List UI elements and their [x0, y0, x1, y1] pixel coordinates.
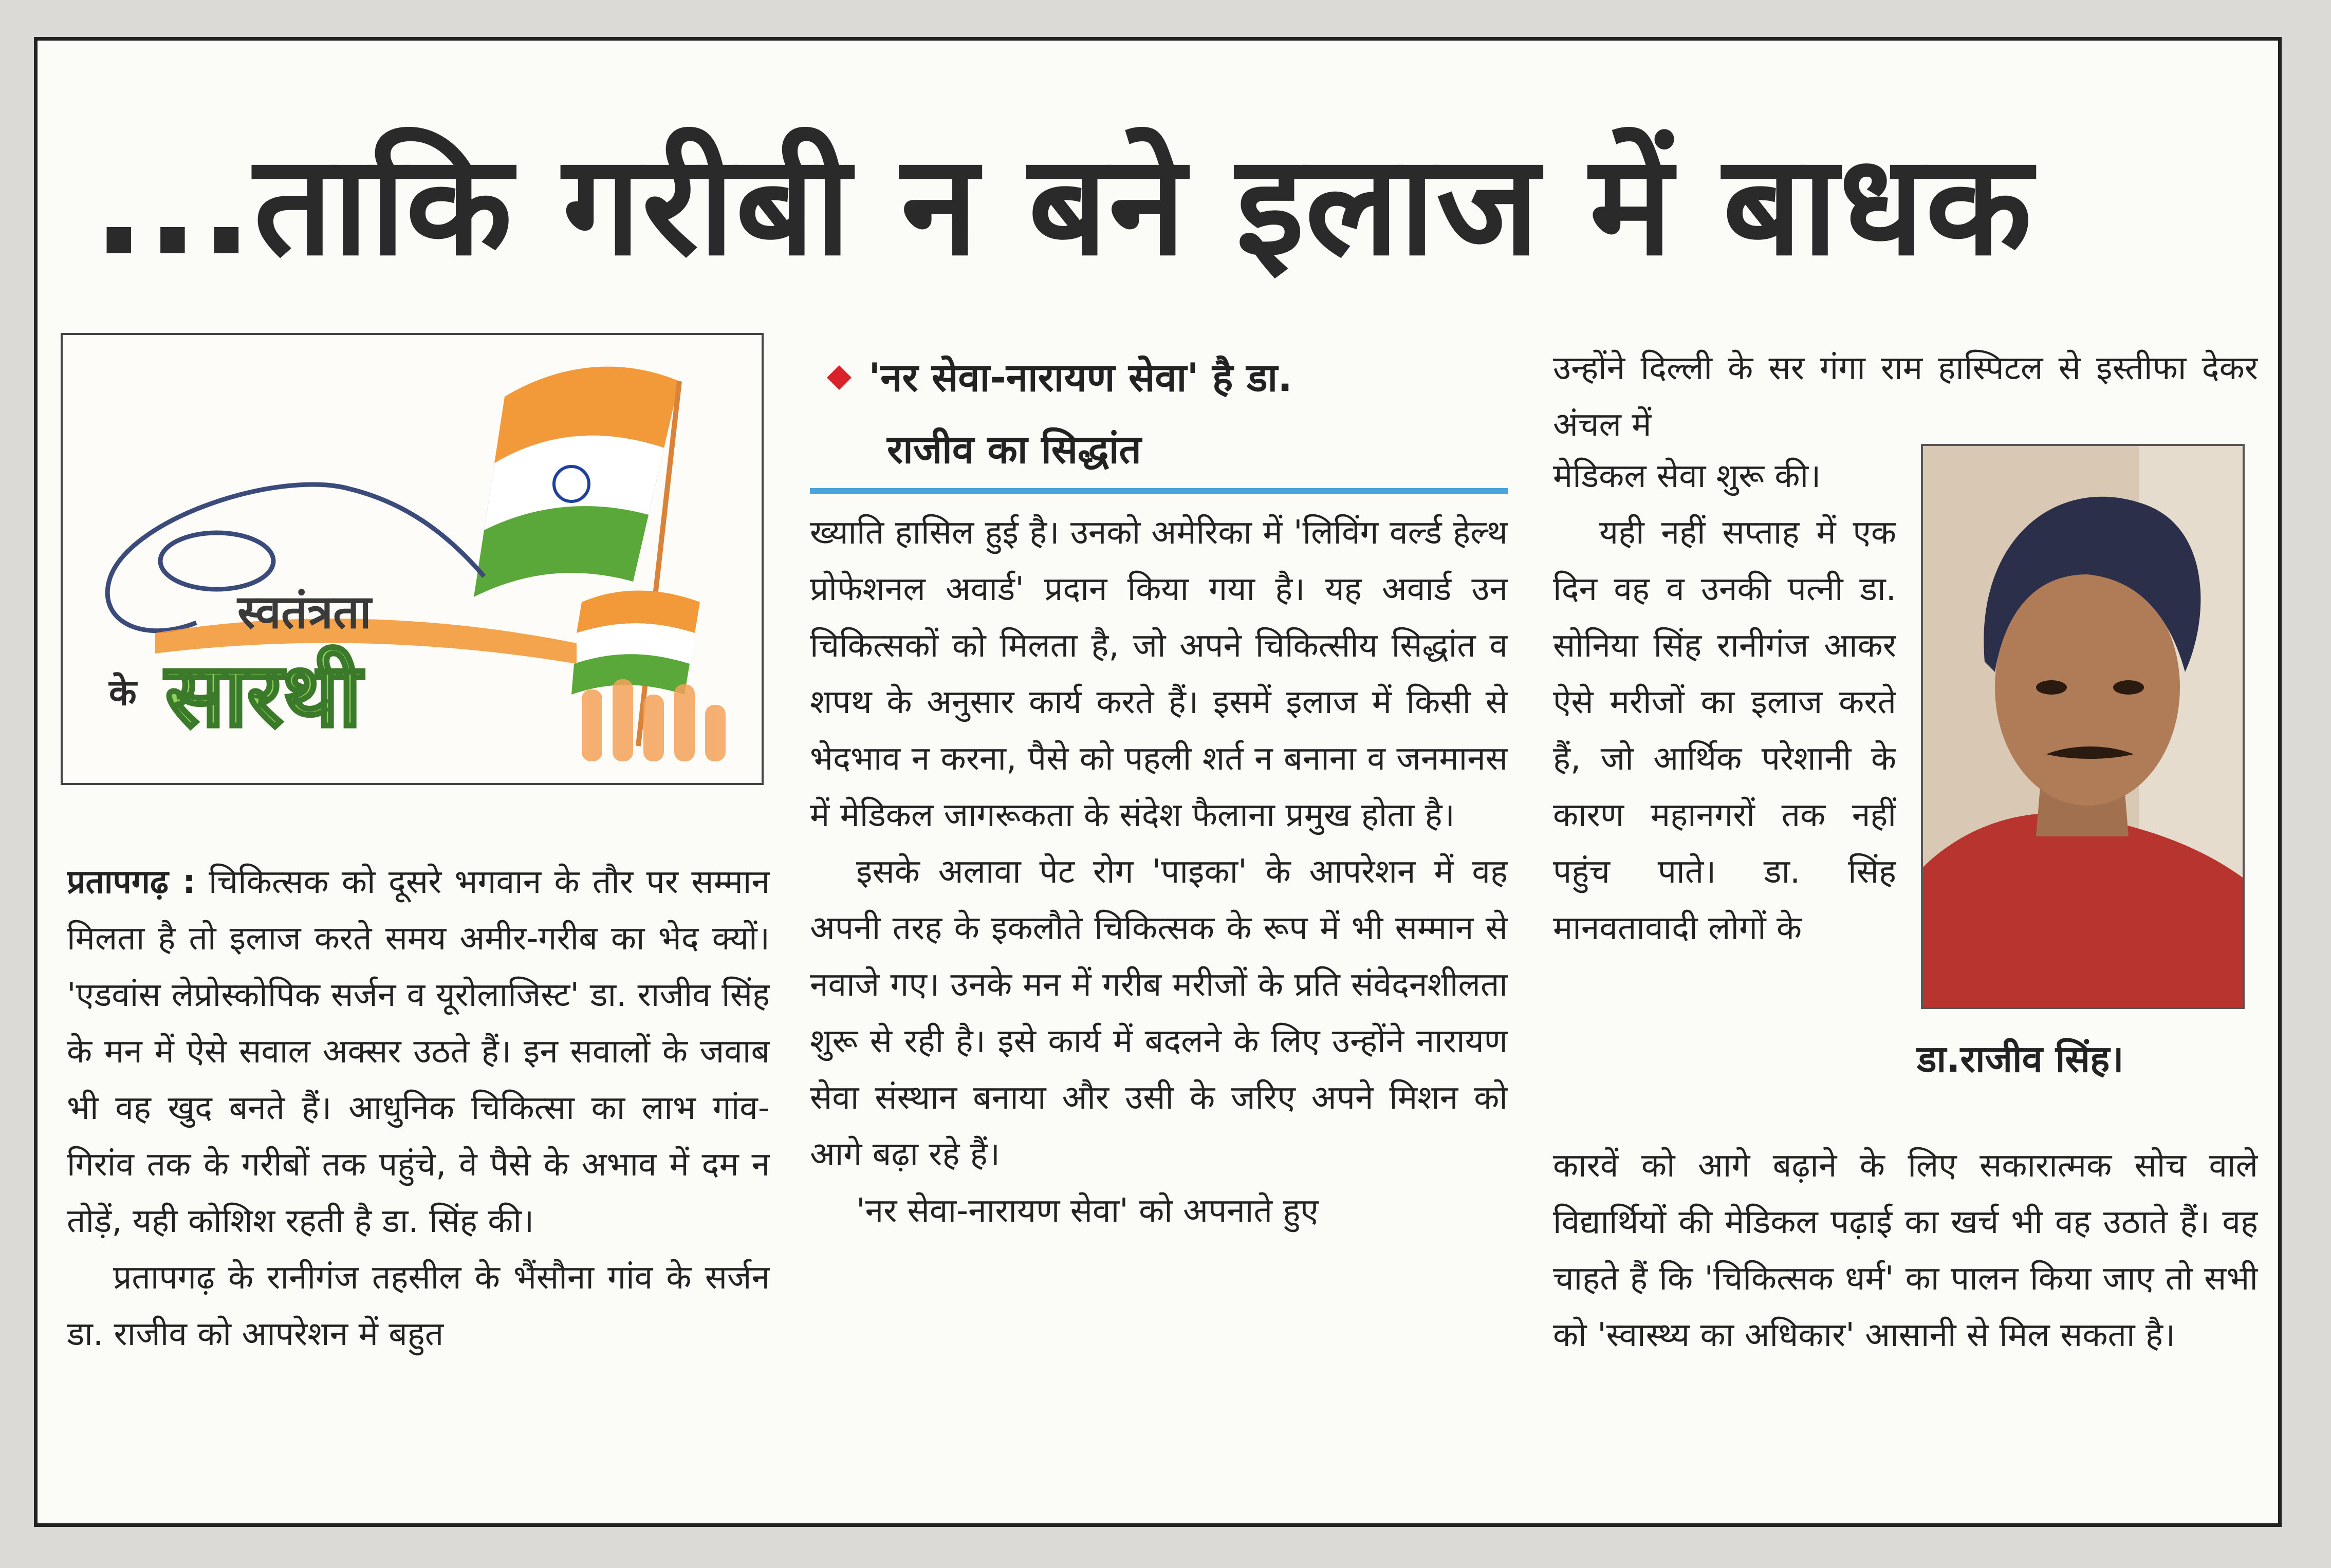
paragraph: यही नहीं सप्ताह में एक दिन वह व उनकी पत्नी डा. सोनिया सिंह रानीगंज आकर ऐसे मरीजों का इलाज करते हैं, जो आर्थिक परेशानी के कारण महानगरों तक नहीं पहुंच पाते। डा. सिंह मानवतावादी लोगों के	[1553, 514, 1896, 947]
portrait-photo	[1921, 444, 2245, 1009]
paragraph: प्रतापगढ़ के रानीगंज तहसील के भैंसौना गांव के सर्जन डा. राजीव को आपरेशन में बहुत	[67, 1259, 770, 1353]
subheadline-line2: राजीव का सिद्धांत	[887, 426, 1141, 472]
column-1	[67, 854, 770, 1470]
paragraph: चिकित्सक को दूसरे भगवान के तौर पर सम्मान मिलता है तो इलाज करते समय अमीर-गरीब का भेद क्यों। 'एडवांस लेप्रोस्कोपिक सर्जन व यूरोलाजिस्ट' डा. राजीव सिंह के मन में ऐसे सवाल अक्सर उठते हैं। इन सवालों के जवाब भी वह खुद बनते हैं। आधुनिक चिकित्सा का लाभ गांव-गिरांव तक के गरीबों तक पहुंचे, वे पैसे के अभाव में दम न तोड़ें, यही कोशिश रहती है डा. सिंह की।	[67, 863, 770, 1240]
logo-line2: सारथी	[165, 645, 362, 746]
column-3-bottom	[1553, 1137, 2258, 1477]
paragraph: ख्याति हासिल हुई है। उनको अमेरिका में 'लिविंग वर्ल्ड हेल्थ प्रोफेशनल अवार्ड' प्रदान किया गया है। यह अवार्ड उन चिकित्सकों को मिलता है, जो अपने चिकित्सीय सिद्धांत व शपथ के अनुसार कार्य करते हैं। इसमें इलाज में किसी से भेदभाव न करना, पैसे को पहली शर्त न बनाना व जनमानस में मेडिकल जागरूकता के संदेश फैलाना प्रमुख होता है।	[810, 514, 1508, 834]
column-3-narrow	[1553, 448, 1896, 1131]
person-portrait-icon	[1923, 446, 2243, 1007]
flag-stethoscope-graphic	[63, 335, 762, 783]
subheadline-line1: 'नर सेवा-नारायण सेवा' है डा.	[868, 354, 1293, 400]
paragraph: इसके अलावा पेट रोग 'पाइका' के आपरेशन में वह अपनी तरह के इकलौते चिकित्सक के रूप में भी सम्मान से नवाजे गए। उनके मन में गरीब मरीजों के प्रति संवेदनशीलता शुरू से रही है। इसे कार्य में बदलने के लिए उन्होंने नारायण सेवा संस्थान बनाया और उसी के जरिए अपने मिशन को आगे बढ़ा रहे हैं।	[810, 853, 1508, 1173]
small-flag-icon	[571, 591, 700, 695]
subheadline-rule	[810, 488, 1508, 494]
paragraph: मेडिकल सेवा शुरू की।	[1553, 457, 1821, 495]
paragraph: कारवें को आगे बढ़ाने के लिए सकारात्मक सोच वाले विद्यार्थियों की मेडिकल पढ़ाई का खर्च भी वह उठाते हैं। वह चाहते हैं कि 'चिकित्सक धर्म' का पालन किया जाए तो सभी को 'स्वास्थ्य का अधिकार' आसानी से मिल सकता है।	[1553, 1147, 2258, 1354]
photo-caption: डा.राजीव सिंह।	[1917, 1037, 2124, 1080]
logo-prefix: के	[109, 671, 137, 714]
headline: ...ताकि गरीबी न बने इलाज में बाधक	[92, 124, 2033, 280]
crowd-graphic	[582, 679, 726, 761]
subheadline	[810, 342, 1508, 491]
diamond-bullet-icon	[827, 365, 852, 390]
series-logo	[61, 333, 764, 785]
dateline: प्रतापगढ़ :	[67, 863, 196, 901]
paragraph: उन्होंने दिल्ली के सर गंगा राम हास्पिटल से इस्तीफा देकर अंचल में	[1553, 349, 2258, 443]
column-3-top	[1553, 340, 2258, 443]
paragraph: 'नर सेवा-नारायण सेवा' को अपनाते हुए	[856, 1192, 1319, 1230]
logo-line1: स्वतंत्रता	[237, 585, 372, 639]
column-2	[810, 505, 1508, 1476]
